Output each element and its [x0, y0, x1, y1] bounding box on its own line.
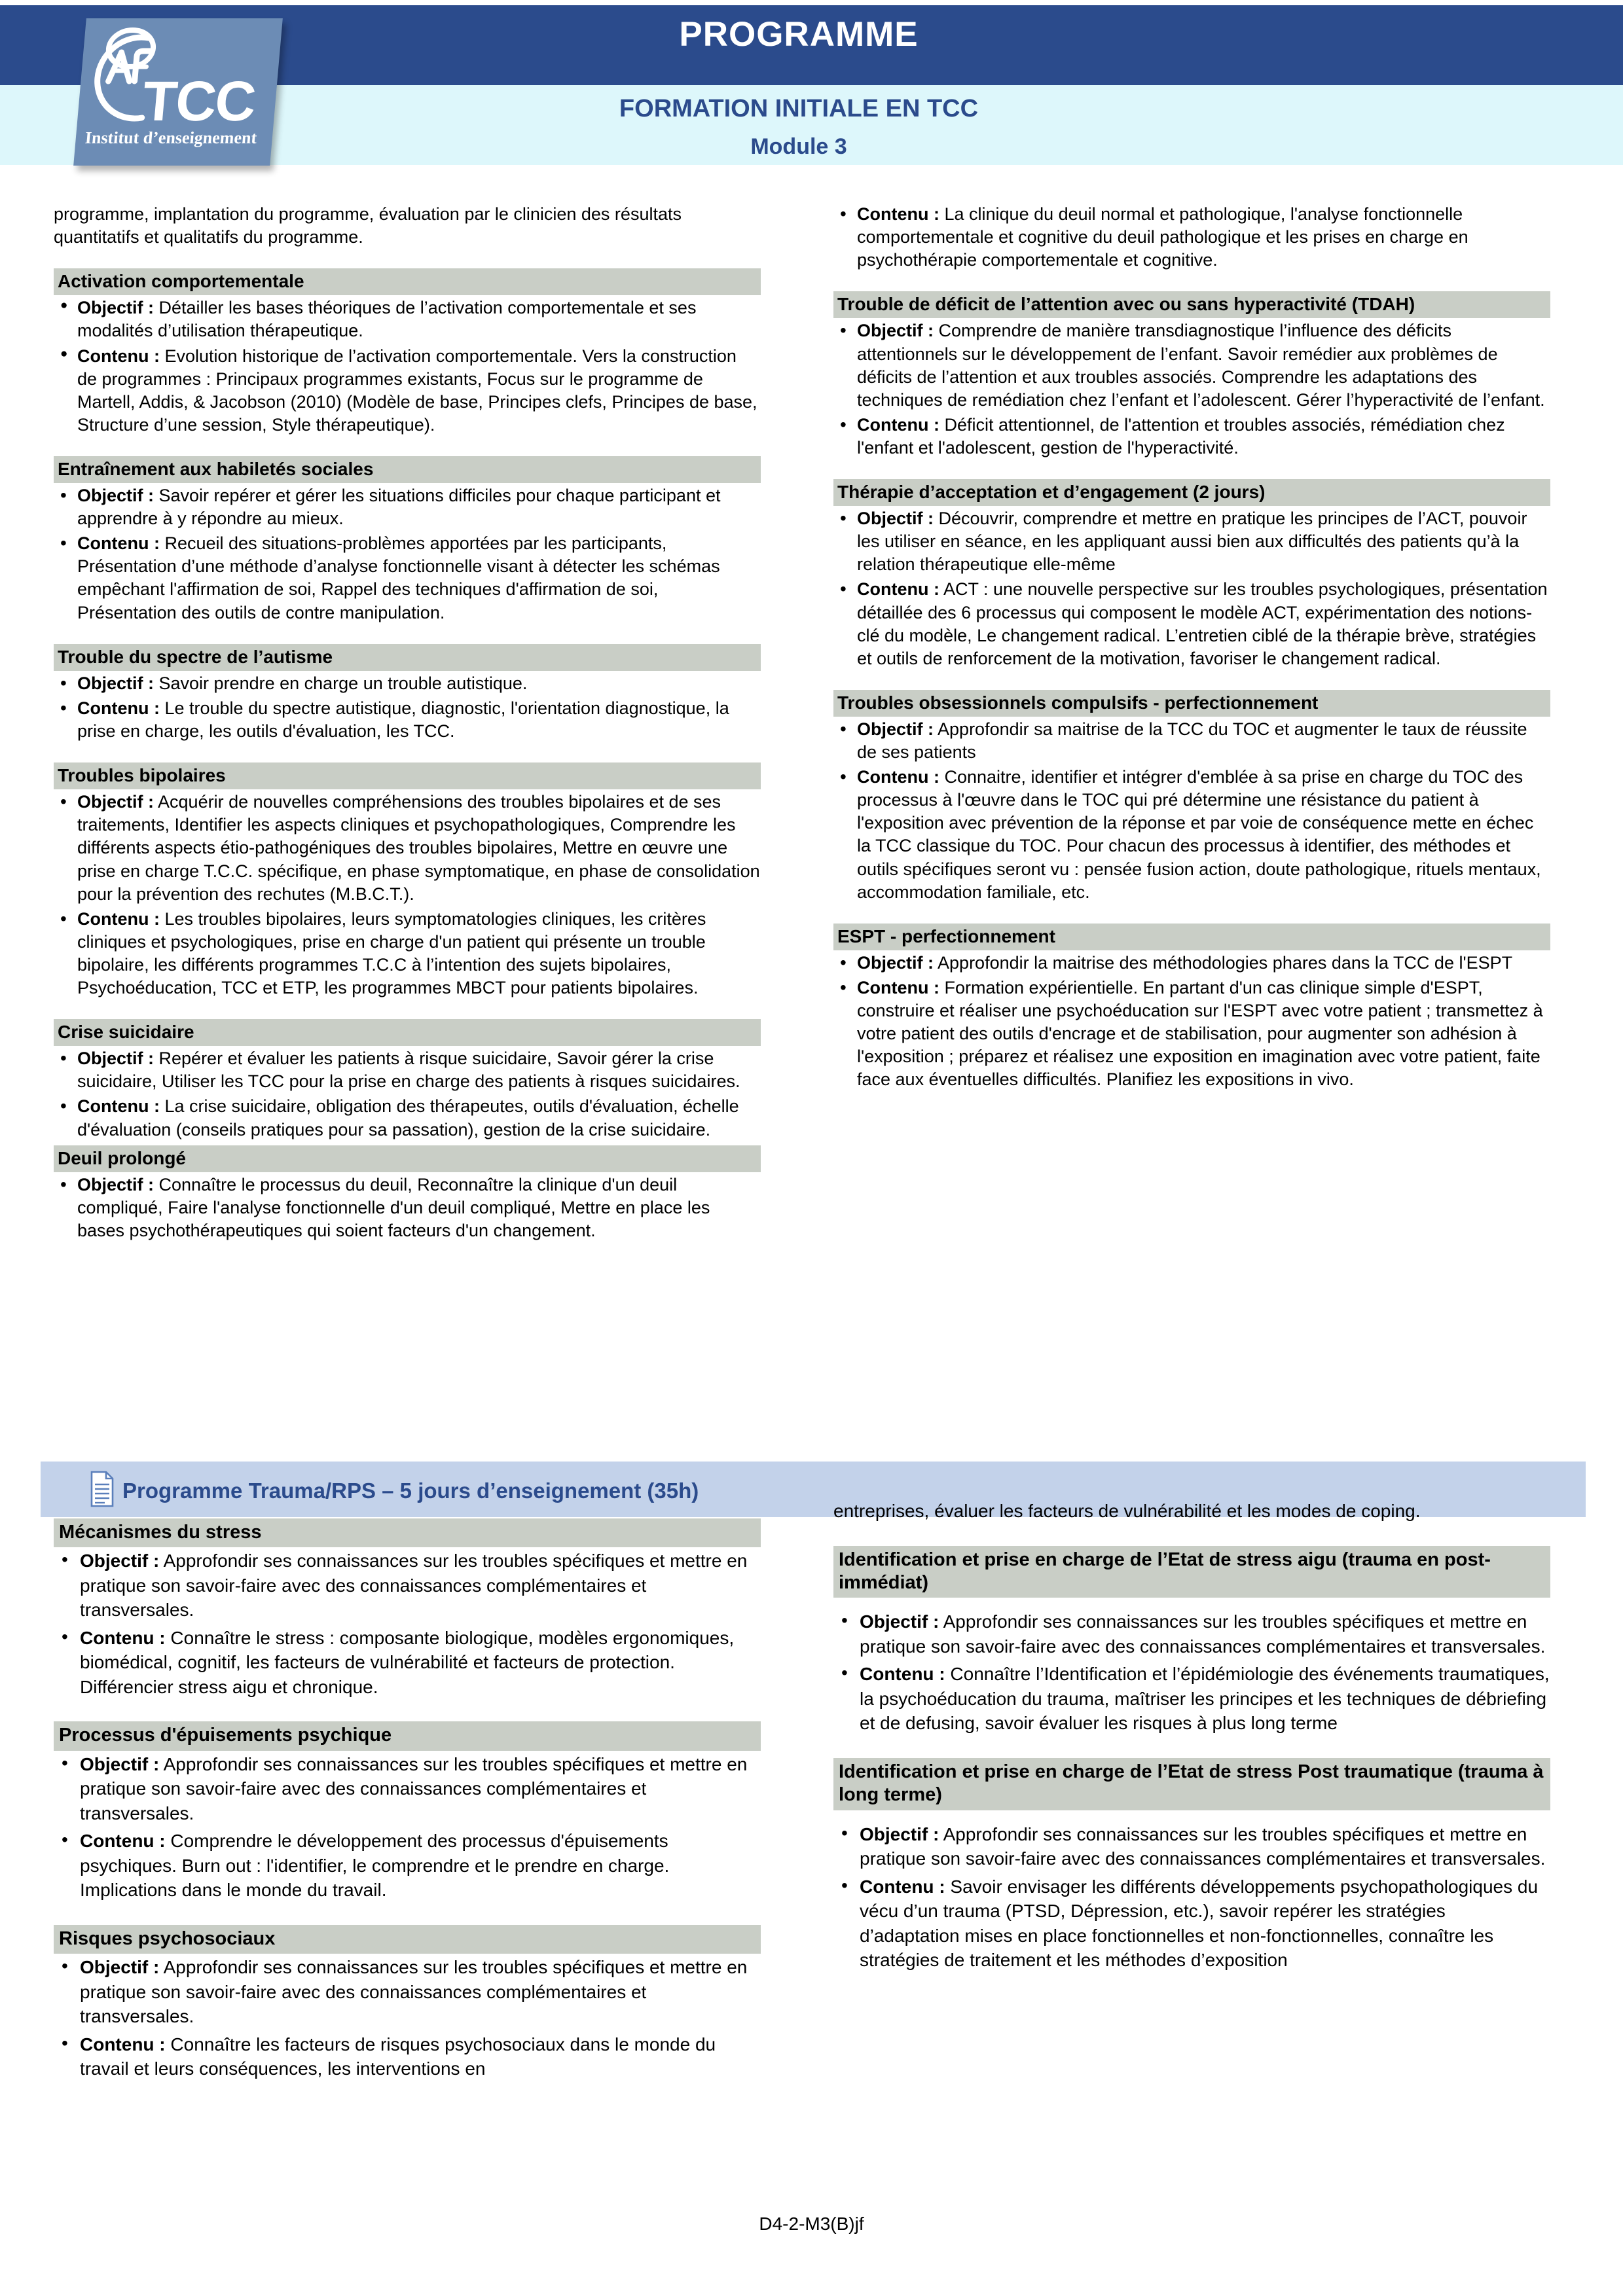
logo-tagline: Institut d’enseignement	[84, 128, 258, 147]
section-bullets-mecanismes-du-stress	[54, 1549, 761, 1699]
field-label: Contenu :	[77, 533, 160, 554]
section-header-crise-suicidaire: Crise suicidaire	[54, 1019, 761, 1046]
footer-reference: D4-2-M3(B)jf	[759, 2214, 864, 2234]
aftcc-logo	[80, 18, 276, 166]
section-header-troubles-bipolaires: Troubles bipolaires	[54, 762, 761, 789]
bullet-objectif: • Objectif : Approfondir la maitrise des méthodologies phares dans la TCC de l'ESPT	[833, 952, 1550, 975]
section-bullets-etat-stress-aigu	[833, 1609, 1550, 1736]
section-header-processus-epuisements-psychique: Processus d'épuisements psychique	[54, 1721, 761, 1750]
field-label: Contenu :	[77, 698, 160, 718]
section-header-etat-stress-post-traumatique: Identification et prise en charge de l’Etat de stress Post traumatique (trauma à long terme)	[833, 1758, 1550, 1810]
bullet-objectif: ● Objectif : Détailler les bases théoriques de l’activation comportementale et ses modalités d’utilisation thérapeutique.	[54, 296, 761, 342]
field-label: Objectif :	[77, 1049, 155, 1069]
section-header-espt-perfectionnement: ESPT - perfectionnement	[833, 924, 1550, 950]
bullet-contenu: ● Contenu : Evolution historique de l’activation comportementale. Vers la construction de programmes : Principaux programmes existants, Focus sur le programme de Martell, Addis, & Jacobson (2010) (Modèle de base, Principes clefs, Principes de base, Structure d’une session, Style thérapeutique).	[54, 345, 761, 437]
right-column-top	[833, 203, 1550, 1093]
field-label: Contenu :	[857, 204, 939, 224]
bullet-contenu: • Contenu : Savoir envisager les différents développements psychopathologiques du vécu d’un trauma (PTSD, Dépression, etc.), savoir repérer les stratégies d’adaptation mises en place fonctionnelles et non-fonctionnelles, connaître les stratégies de traitement et les méthodes d’exposition	[833, 1874, 1550, 1973]
section-bullets-toc-perfectionnement	[833, 718, 1550, 904]
bullet-objectif: • Objectif : Approfondir ses connaissances sur les troubles spécifiques et mettre en pratique son savoir-faire avec des connaissances complémentaires et transversales.	[833, 1609, 1550, 1659]
trauma-banner-title: Programme Trauma/RPS – 5 jours d’enseignement (35h)	[122, 1479, 699, 1503]
field-label: Objectif :	[857, 952, 934, 973]
bullet-objectif: • Objectif : Connaître le processus du deuil, Reconnaître la clinique d'un deuil compliqué, Faire l'analyse fonctionnelle d'un deuil compliqué, Mettre en place les bases psychothérapeutiques qui soient facteurs d'un changement.	[54, 1174, 761, 1242]
continued-deuil-contenu	[833, 203, 1550, 272]
section-header-deuil-prolonge: Deuil prolongé	[54, 1145, 761, 1172]
field-label: Objectif :	[860, 1611, 939, 1632]
intro-paragraph: programme, implantation du programme, évaluation par le clinicien des résultats quantitatifs et qualitatifs du programme.	[54, 204, 682, 247]
section-bullets-therapie-acceptation-engagement	[833, 507, 1550, 670]
field-label: Contenu :	[77, 346, 160, 366]
bullet-contenu: • Contenu : Formation expérientielle. En partant d'un cas clinique simple d'ESPT, construire et réaliser une psychoéducation sur l'ESPT avec votre patient ; transmettez à votre patient des outils d'encrage et de stabilisation, pour augmenter son adhésion à l'exposition ; préparez et réalisez une exposition en imagination avec votre patient, faite face aux éventuelles difficultés. Planifiez les expositions in vivo.	[833, 977, 1550, 1091]
header-subtitle-formation: FORMATION INITIALE EN TCC	[619, 95, 979, 122]
section-header-mecanismes-du-stress: Mécanismes du stress	[54, 1518, 761, 1547]
bullet-contenu: • Contenu : Déficit attentionnel, de l'attention et troubles associés, rémédiation chez l'enfant et l'adolescent, gestion de l'hyperactivité.	[833, 414, 1550, 459]
bullet-objectif: • Objectif : Approfondir sa maitrise de la TCC du TOC et augmenter le taux de réussite de ses patients	[833, 718, 1550, 764]
continued-risques-text: entreprises, évaluer les facteurs de vulnérabilité et les modes de coping.	[833, 1501, 1421, 1521]
field-label: Contenu :	[857, 579, 939, 600]
field-label: Contenu :	[77, 1096, 160, 1117]
bullet-contenu: • Contenu : Les troubles bipolaires, leurs symptomatologies cliniques, les critères cliniques et psychologiques, prise en charge d'un patient qui présente un trouble bipolaire, les différents programmes T.C.C à l’intention des sujets bipolaires, Psychoéducation, TCC et ETP, les programmes MBCT pour patients bipolaires.	[54, 908, 761, 999]
field-label: Contenu :	[857, 977, 939, 997]
bullet-objectif: • Objectif : Approfondir ses connaissances sur les troubles spécifiques et mettre en pratique son savoir-faire avec des connaissances complémentaires et transversales.	[54, 1752, 761, 1826]
section-bullets-processus-epuisements-psychique	[54, 1752, 761, 1903]
field-label: Contenu :	[80, 1831, 166, 1852]
section-header-risques-psychosociaux: Risques psychosociaux	[54, 1925, 761, 1954]
logo-tcc-text: TCC	[139, 70, 257, 133]
field-label: Contenu :	[77, 908, 160, 929]
section-bullets-risques-psychosociaux	[54, 1955, 761, 2081]
bullet-objectif: • Objectif : Acquérir de nouvelles compréhensions des troubles bipolaires et de ses traitements, Identifier les aspects cliniques et psychopathologiques, Comprendre les différents aspects étio-pathogéniques des troubles bipolaires, Mettre en œuvre une prise en charge T.C.C. spécifique, en phase symptomatique, en phase de consolidation pour la prévention des rechutes (M.B.C.T.).	[54, 791, 761, 905]
header-subtitle-module: Module 3	[750, 134, 847, 159]
right-column-trauma	[833, 1499, 1550, 1976]
section-header-toc-perfectionnement: Troubles obsessionnels compulsifs - perfectionnement	[833, 690, 1550, 717]
section-header-activation-comportementale: Activation comportementale	[54, 268, 761, 295]
bullet-contenu: • Contenu : Connaitre, identifier et intégrer d'emblée à sa prise en charge du TOC des processus à l'œuvre dans le TOC qui pré détermine une résistance du patient à l'exposition avec prévention de la réponse et par voie de conséquence mette en échec la TCC classique du TOC. Pour chacun des processus à identifier, des méthodes et outils spécifiques seront vu : pensée fusion action, doute pathologique, rituels mentaux, accommodation familiale, etc.	[833, 766, 1550, 904]
field-label: Objectif :	[77, 1174, 155, 1194]
field-label: Objectif :	[80, 1551, 160, 1571]
field-label: Objectif :	[77, 792, 155, 812]
field-label: Objectif :	[77, 486, 155, 506]
bullet-contenu: • Contenu : Le trouble du spectre autistique, diagnostic, l'orientation diagnostique, la prise en charge, les outils d'évaluation, les TCC.	[54, 697, 761, 743]
field-label: Contenu :	[857, 414, 939, 435]
bullet-objectif: • Objectif : Repérer et évaluer les patients à risque suicidaire, Savoir gérer la crise suicidaire, Utiliser les TCC pour la prise en charge des patients à risques suicidaires.	[54, 1047, 761, 1093]
field-label: Objectif :	[857, 719, 934, 739]
document-icon	[89, 1470, 115, 1508]
section-header-tdah: Trouble de déficit de l’attention avec ou sans hyperactivité (TDAH)	[833, 291, 1550, 318]
field-label: Objectif :	[77, 298, 155, 318]
field-label: Objectif :	[860, 1823, 939, 1844]
field-label: Contenu :	[857, 767, 939, 787]
section-header-habiletes-sociales: Entraînement aux habiletés sociales	[54, 456, 761, 483]
left-column-trauma	[54, 1518, 761, 2085]
bullet-contenu: • Contenu : La clinique du deuil normal et pathologique, l'analyse fonctionnelle comportementale et cognitive du deuil pathologique et les prises en charge en psychothérapie comportementale et cognitive.	[833, 203, 1550, 272]
bullet-contenu: • Contenu : Connaître les facteurs de risques psychosociaux dans le monde du travail et leurs conséquences, les interventions en	[54, 2032, 761, 2081]
field-label: Objectif :	[857, 509, 934, 529]
field-label: Objectif :	[80, 1753, 160, 1774]
field-label: Contenu :	[80, 1627, 166, 1648]
section-bullets-deuil-prolonge	[54, 1174, 761, 1242]
bullet-contenu: • Contenu : ACT : une nouvelle perspective sur les troubles psychologiques, présentation détaillée des 6 processus qui composent le modèle ACT, expérimentation des notions-clé du modèle, Le changement radical. L’entretien ciblé de la thérapie brève, stratégies et outils de renforcement de la motivation, favoriser le changement radical.	[833, 578, 1550, 670]
section-bullets-trouble-spectre-autisme	[54, 672, 761, 743]
bullet-contenu: • Contenu : Connaître l’Identification et l’épidémiologie des événements traumatiques, la psychoéducation du trauma, maîtriser les principes et les techniques de débriefing et de defusing, savoir évaluer les risques à plus long terme	[833, 1662, 1550, 1736]
section-bullets-habiletes-sociales	[54, 484, 761, 624]
section-bullets-tdah	[833, 319, 1550, 459]
bullet-objectif: • Objectif : Découvrir, comprendre et mettre en pratique les principes de l’ACT, pouvoir les utiliser en séance, en les appliquant aussi bien aux difficultés des patients qu’à la relation thérapeutique elle-même	[833, 507, 1550, 576]
field-label: Objectif :	[857, 321, 934, 341]
field-label: Objectif :	[77, 673, 155, 693]
bullet-objectif: • Objectif : Approfondir ses connaissances sur les troubles spécifiques et mettre en pratique son savoir-faire avec des connaissances complémentaires et transversales.	[833, 1822, 1550, 1871]
section-bullets-activation-comportementale	[54, 296, 761, 437]
field-label: Objectif :	[80, 1957, 160, 1978]
bullet-objectif: • Objectif : Comprendre de manière transdiagnostique l’influence des déficits attentionnels sur le développement de l’enfant. Savoir remédier aux problèmes de déficits de l’attention et aux troubles associés. Comprendre les adaptations des techniques de remédiation chez l’enfant et l’adolescent. Gérer l’hyperactivité de l’enfant.	[833, 319, 1550, 411]
field-label: Contenu :	[80, 2034, 166, 2054]
bullet-objectif: • Objectif : Approfondir ses connaissances sur les troubles spécifiques et mettre en pratique son savoir-faire avec des connaissances complémentaires et transversales.	[54, 1955, 761, 2029]
section-bullets-espt-perfectionnement	[833, 952, 1550, 1092]
left-column-top	[54, 203, 761, 1244]
field-label: Contenu :	[860, 1664, 945, 1685]
section-header-etat-stress-aigu: Identification et prise en charge de l’Etat de stress aigu (trauma en post-immédiat)	[833, 1546, 1550, 1598]
section-header-therapie-acceptation-engagement: Thérapie d’acceptation et d’engagement (2 jours)	[833, 479, 1550, 506]
bullet-contenu: • Contenu : La crise suicidaire, obligation des thérapeutes, outils d'évaluation, échelle d'évaluation (conseils pratiques pour sa passation), gestion de la crise suicidaire.	[54, 1095, 761, 1141]
bullet-objectif: • Objectif : Approfondir ses connaissances sur les troubles spécifiques et mettre en pratique son savoir-faire avec des connaissances complémentaires et transversales.	[54, 1549, 761, 1623]
bullet-objectif: • Objectif : Savoir repérer et gérer les situations difficiles pour chaque participant et apprendre à y répondre au mieux.	[54, 484, 761, 530]
bullet-contenu: • Contenu : Connaître le stress : composante biologique, modèles ergonomiques, biomédical, cognitif, les facteurs de vulnérabilité et facteurs de protection. Différencier stress aigu et chronique.	[54, 1626, 761, 1700]
field-label: Contenu :	[860, 1876, 945, 1897]
section-bullets-crise-suicidaire	[54, 1047, 761, 1141]
bullet-objectif: • Objectif : Savoir prendre en charge un trouble autistique.	[54, 672, 761, 695]
page-title: PROGRAMME	[679, 15, 919, 54]
section-bullets-etat-stress-post-traumatique	[833, 1822, 1550, 1973]
section-header-trouble-spectre-autisme: Trouble du spectre de l’autisme	[54, 644, 761, 671]
bullet-contenu: • Contenu : Comprendre le développement des processus d'épuisements psychiques. Burn out : l'identifier, le comprendre et le prendre en charge. Implications dans le monde du travail.	[54, 1829, 761, 1903]
page-header	[0, 0, 1623, 169]
bullet-contenu: • Contenu : Recueil des situations-problèmes apportées par les participants, Présentation d’une méthode d’analyse fonctionnelle visant à détecter les schémas empêchant l'affirmation de soi, Rappel des techniques d'affirmation de soi, Présentation des outils de contre manipulation.	[54, 532, 761, 624]
section-bullets-troubles-bipolaires	[54, 791, 761, 999]
